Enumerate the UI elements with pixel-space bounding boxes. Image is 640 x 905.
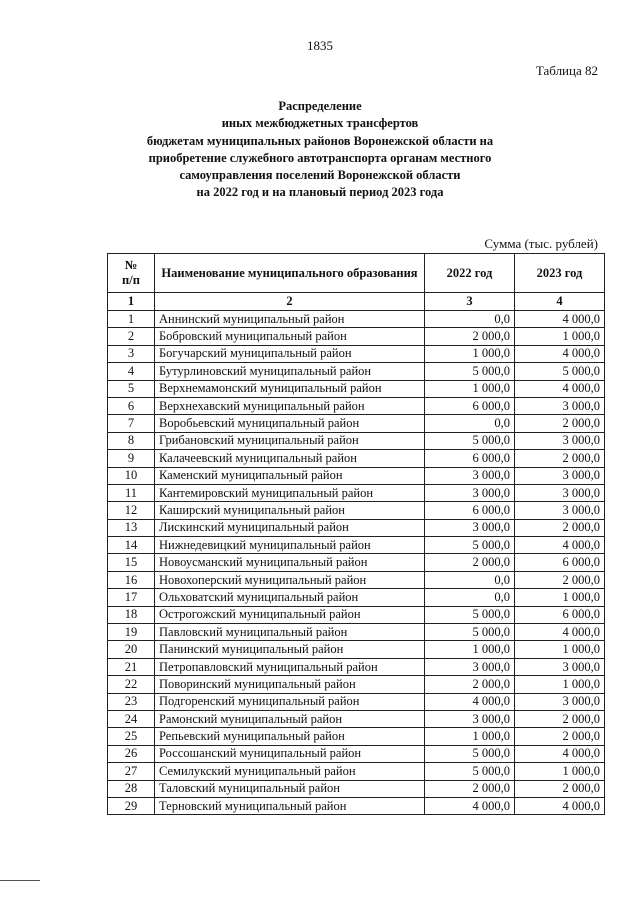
value-2023: 1 000,0 <box>515 641 605 658</box>
value-2023: 1 000,0 <box>515 763 605 780</box>
row-number: 14 <box>108 537 155 554</box>
table-row <box>108 537 605 554</box>
district-name: Подгоренский муниципальный район <box>155 693 425 710</box>
value-2023: 2 000,0 <box>515 450 605 467</box>
district-name: Таловский муниципальный район <box>155 780 425 797</box>
title-line: Распределение <box>278 99 362 113</box>
value-2022: 4 000,0 <box>425 693 515 710</box>
value-2022: 3 000,0 <box>425 519 515 536</box>
header-no-line2: п/п <box>122 273 140 287</box>
row-number: 19 <box>108 624 155 641</box>
header-2022: 2022 год <box>425 254 515 293</box>
value-2023: 2 000,0 <box>515 415 605 432</box>
title-line: приобретение служебного автотранспорта органам местного <box>148 150 492 165</box>
column-number: 2 <box>155 293 425 311</box>
table-row <box>108 693 605 710</box>
table-id: Таблица 82 <box>535 63 598 78</box>
value-2022: 0,0 <box>425 415 515 432</box>
table-row <box>108 624 605 641</box>
column-number-row <box>108 293 605 311</box>
value-2022: 5 000,0 <box>425 624 515 641</box>
value-2022: 1 000,0 <box>425 728 515 745</box>
title-line: самоуправления поселений Воронежской области <box>179 168 461 183</box>
table-row <box>108 519 605 536</box>
title-line: иных межбюджетных трансфертов <box>221 116 419 131</box>
value-2022: 3 000,0 <box>425 467 515 484</box>
allocation-table <box>107 253 605 815</box>
district-name: Кантемировский муниципальный район <box>155 484 425 501</box>
row-number: 13 <box>108 519 155 536</box>
header-no <box>108 254 155 293</box>
header-2023: 2023 год <box>515 254 605 293</box>
footer-line <box>0 880 40 881</box>
district-name: Петропавловский муниципальный район <box>155 658 425 675</box>
district-name: Острогожский муниципальный район <box>155 606 425 623</box>
district-name: Лискинский муниципальный район <box>155 519 425 536</box>
row-number: 28 <box>108 780 155 797</box>
value-2023: 4 000,0 <box>515 345 605 362</box>
row-number: 22 <box>108 676 155 693</box>
table-row <box>108 311 605 328</box>
document-title <box>0 98 640 202</box>
units-label: Сумма (тыс. рублей) <box>484 236 598 251</box>
district-name: Воробьевский муниципальный район <box>155 415 425 432</box>
district-name: Нижнедевицкий муниципальный район <box>155 537 425 554</box>
district-name: Терновский муниципальный район <box>155 797 425 814</box>
row-number: 1 <box>108 311 155 328</box>
district-name: Грибановский муниципальный район <box>155 432 425 449</box>
district-name: Аннинский муниципальный район <box>155 311 425 328</box>
row-number: 16 <box>108 571 155 588</box>
table-row <box>108 554 605 571</box>
table-row <box>108 432 605 449</box>
row-number: 5 <box>108 380 155 397</box>
table-row <box>108 676 605 693</box>
value-2023: 5 000,0 <box>515 363 605 380</box>
column-number: 3 <box>425 293 515 311</box>
table-row <box>108 345 605 362</box>
value-2023: 1 000,0 <box>515 328 605 345</box>
table-row <box>108 745 605 762</box>
district-name: Каширский муниципальный район <box>155 502 425 519</box>
header-name: Наименование муниципального образования <box>155 254 425 293</box>
table-header-row <box>108 254 605 293</box>
district-name: Репьевский муниципальный район <box>155 728 425 745</box>
value-2022: 0,0 <box>425 311 515 328</box>
row-number: 12 <box>108 502 155 519</box>
value-2023: 3 000,0 <box>515 484 605 501</box>
value-2022: 2 000,0 <box>425 554 515 571</box>
row-number: 6 <box>108 397 155 414</box>
page-number: 1835 <box>307 38 333 53</box>
table-row <box>108 415 605 432</box>
row-number: 9 <box>108 450 155 467</box>
value-2023: 4 000,0 <box>515 745 605 762</box>
value-2022: 3 000,0 <box>425 658 515 675</box>
value-2022: 5 000,0 <box>425 363 515 380</box>
district-name: Новохоперский муниципальный район <box>155 571 425 588</box>
table-row <box>108 467 605 484</box>
row-number: 18 <box>108 606 155 623</box>
row-number: 21 <box>108 658 155 675</box>
district-name: Бутурлиновский муниципальный район <box>155 363 425 380</box>
value-2023: 6 000,0 <box>515 554 605 571</box>
column-number: 4 <box>515 293 605 311</box>
value-2023: 2 000,0 <box>515 780 605 797</box>
value-2023: 4 000,0 <box>515 624 605 641</box>
value-2023: 1 000,0 <box>515 589 605 606</box>
row-number: 4 <box>108 363 155 380</box>
row-number: 27 <box>108 763 155 780</box>
value-2023: 3 000,0 <box>515 397 605 414</box>
value-2022: 6 000,0 <box>425 397 515 414</box>
table-row <box>108 380 605 397</box>
row-number: 17 <box>108 589 155 606</box>
value-2023: 1 000,0 <box>515 676 605 693</box>
title-line: бюджетам муниципальных районов Воронежской области на <box>146 133 494 148</box>
value-2022: 5 000,0 <box>425 745 515 762</box>
district-name: Рамонский муниципальный район <box>155 710 425 727</box>
district-name: Новоусманский муниципальный район <box>155 554 425 571</box>
table-row <box>108 397 605 414</box>
value-2023: 3 000,0 <box>515 502 605 519</box>
value-2023: 2 000,0 <box>515 710 605 727</box>
row-number: 23 <box>108 693 155 710</box>
district-name: Бобровский муниципальный район <box>155 328 425 345</box>
district-name: Павловский муниципальный район <box>155 624 425 641</box>
table-row <box>108 571 605 588</box>
row-number: 24 <box>108 710 155 727</box>
table-row <box>108 363 605 380</box>
value-2022: 5 000,0 <box>425 606 515 623</box>
table-row <box>108 450 605 467</box>
value-2022: 5 000,0 <box>425 537 515 554</box>
value-2023: 4 000,0 <box>515 797 605 814</box>
row-number: 26 <box>108 745 155 762</box>
value-2022: 5 000,0 <box>425 432 515 449</box>
table-row <box>108 328 605 345</box>
value-2023: 2 000,0 <box>515 519 605 536</box>
district-name: Россошанский муниципальный район <box>155 745 425 762</box>
table-row <box>108 710 605 727</box>
row-number: 25 <box>108 728 155 745</box>
table-row <box>108 484 605 501</box>
column-number: 1 <box>108 293 155 311</box>
district-name: Верхнемамонский муниципальный район <box>155 380 425 397</box>
row-number: 20 <box>108 641 155 658</box>
row-number: 3 <box>108 345 155 362</box>
row-number: 8 <box>108 432 155 449</box>
value-2022: 6 000,0 <box>425 450 515 467</box>
district-name: Ольховатский муниципальный район <box>155 589 425 606</box>
row-number: 15 <box>108 554 155 571</box>
value-2023: 4 000,0 <box>515 311 605 328</box>
table-row <box>108 502 605 519</box>
table-row <box>108 589 605 606</box>
row-number: 29 <box>108 797 155 814</box>
value-2022: 6 000,0 <box>425 502 515 519</box>
district-name: Семилукский муниципальный район <box>155 763 425 780</box>
value-2022: 1 000,0 <box>425 380 515 397</box>
district-name: Панинский муниципальный район <box>155 641 425 658</box>
district-name: Верхнехавский муниципальный район <box>155 397 425 414</box>
value-2023: 4 000,0 <box>515 537 605 554</box>
row-number: 11 <box>108 484 155 501</box>
row-number: 10 <box>108 467 155 484</box>
value-2022: 0,0 <box>425 589 515 606</box>
table-row <box>108 728 605 745</box>
value-2022: 1 000,0 <box>425 345 515 362</box>
value-2023: 2 000,0 <box>515 728 605 745</box>
value-2023: 3 000,0 <box>515 693 605 710</box>
value-2022: 2 000,0 <box>425 676 515 693</box>
table-row <box>108 606 605 623</box>
value-2023: 3 000,0 <box>515 658 605 675</box>
district-name: Каменский муниципальный район <box>155 467 425 484</box>
value-2022: 5 000,0 <box>425 763 515 780</box>
value-2022: 3 000,0 <box>425 710 515 727</box>
table-row <box>108 780 605 797</box>
value-2022: 0,0 <box>425 571 515 588</box>
value-2023: 3 000,0 <box>515 467 605 484</box>
title-line: на 2022 год и на плановый период 2023 года <box>196 185 444 200</box>
district-name: Богучарский муниципальный район <box>155 345 425 362</box>
value-2023: 2 000,0 <box>515 571 605 588</box>
table-body <box>108 311 605 815</box>
value-2023: 6 000,0 <box>515 606 605 623</box>
value-2022: 1 000,0 <box>425 641 515 658</box>
row-number: 2 <box>108 328 155 345</box>
header-no-line1: № <box>124 258 138 272</box>
district-name: Поворинский муниципальный район <box>155 676 425 693</box>
value-2022: 3 000,0 <box>425 484 515 501</box>
row-number: 7 <box>108 415 155 432</box>
table-row <box>108 763 605 780</box>
district-name: Калачеевский муниципальный район <box>155 450 425 467</box>
value-2022: 4 000,0 <box>425 797 515 814</box>
value-2023: 4 000,0 <box>515 380 605 397</box>
value-2022: 2 000,0 <box>425 780 515 797</box>
table-row <box>108 641 605 658</box>
table-row <box>108 658 605 675</box>
value-2023: 3 000,0 <box>515 432 605 449</box>
value-2022: 2 000,0 <box>425 328 515 345</box>
table-row <box>108 797 605 814</box>
